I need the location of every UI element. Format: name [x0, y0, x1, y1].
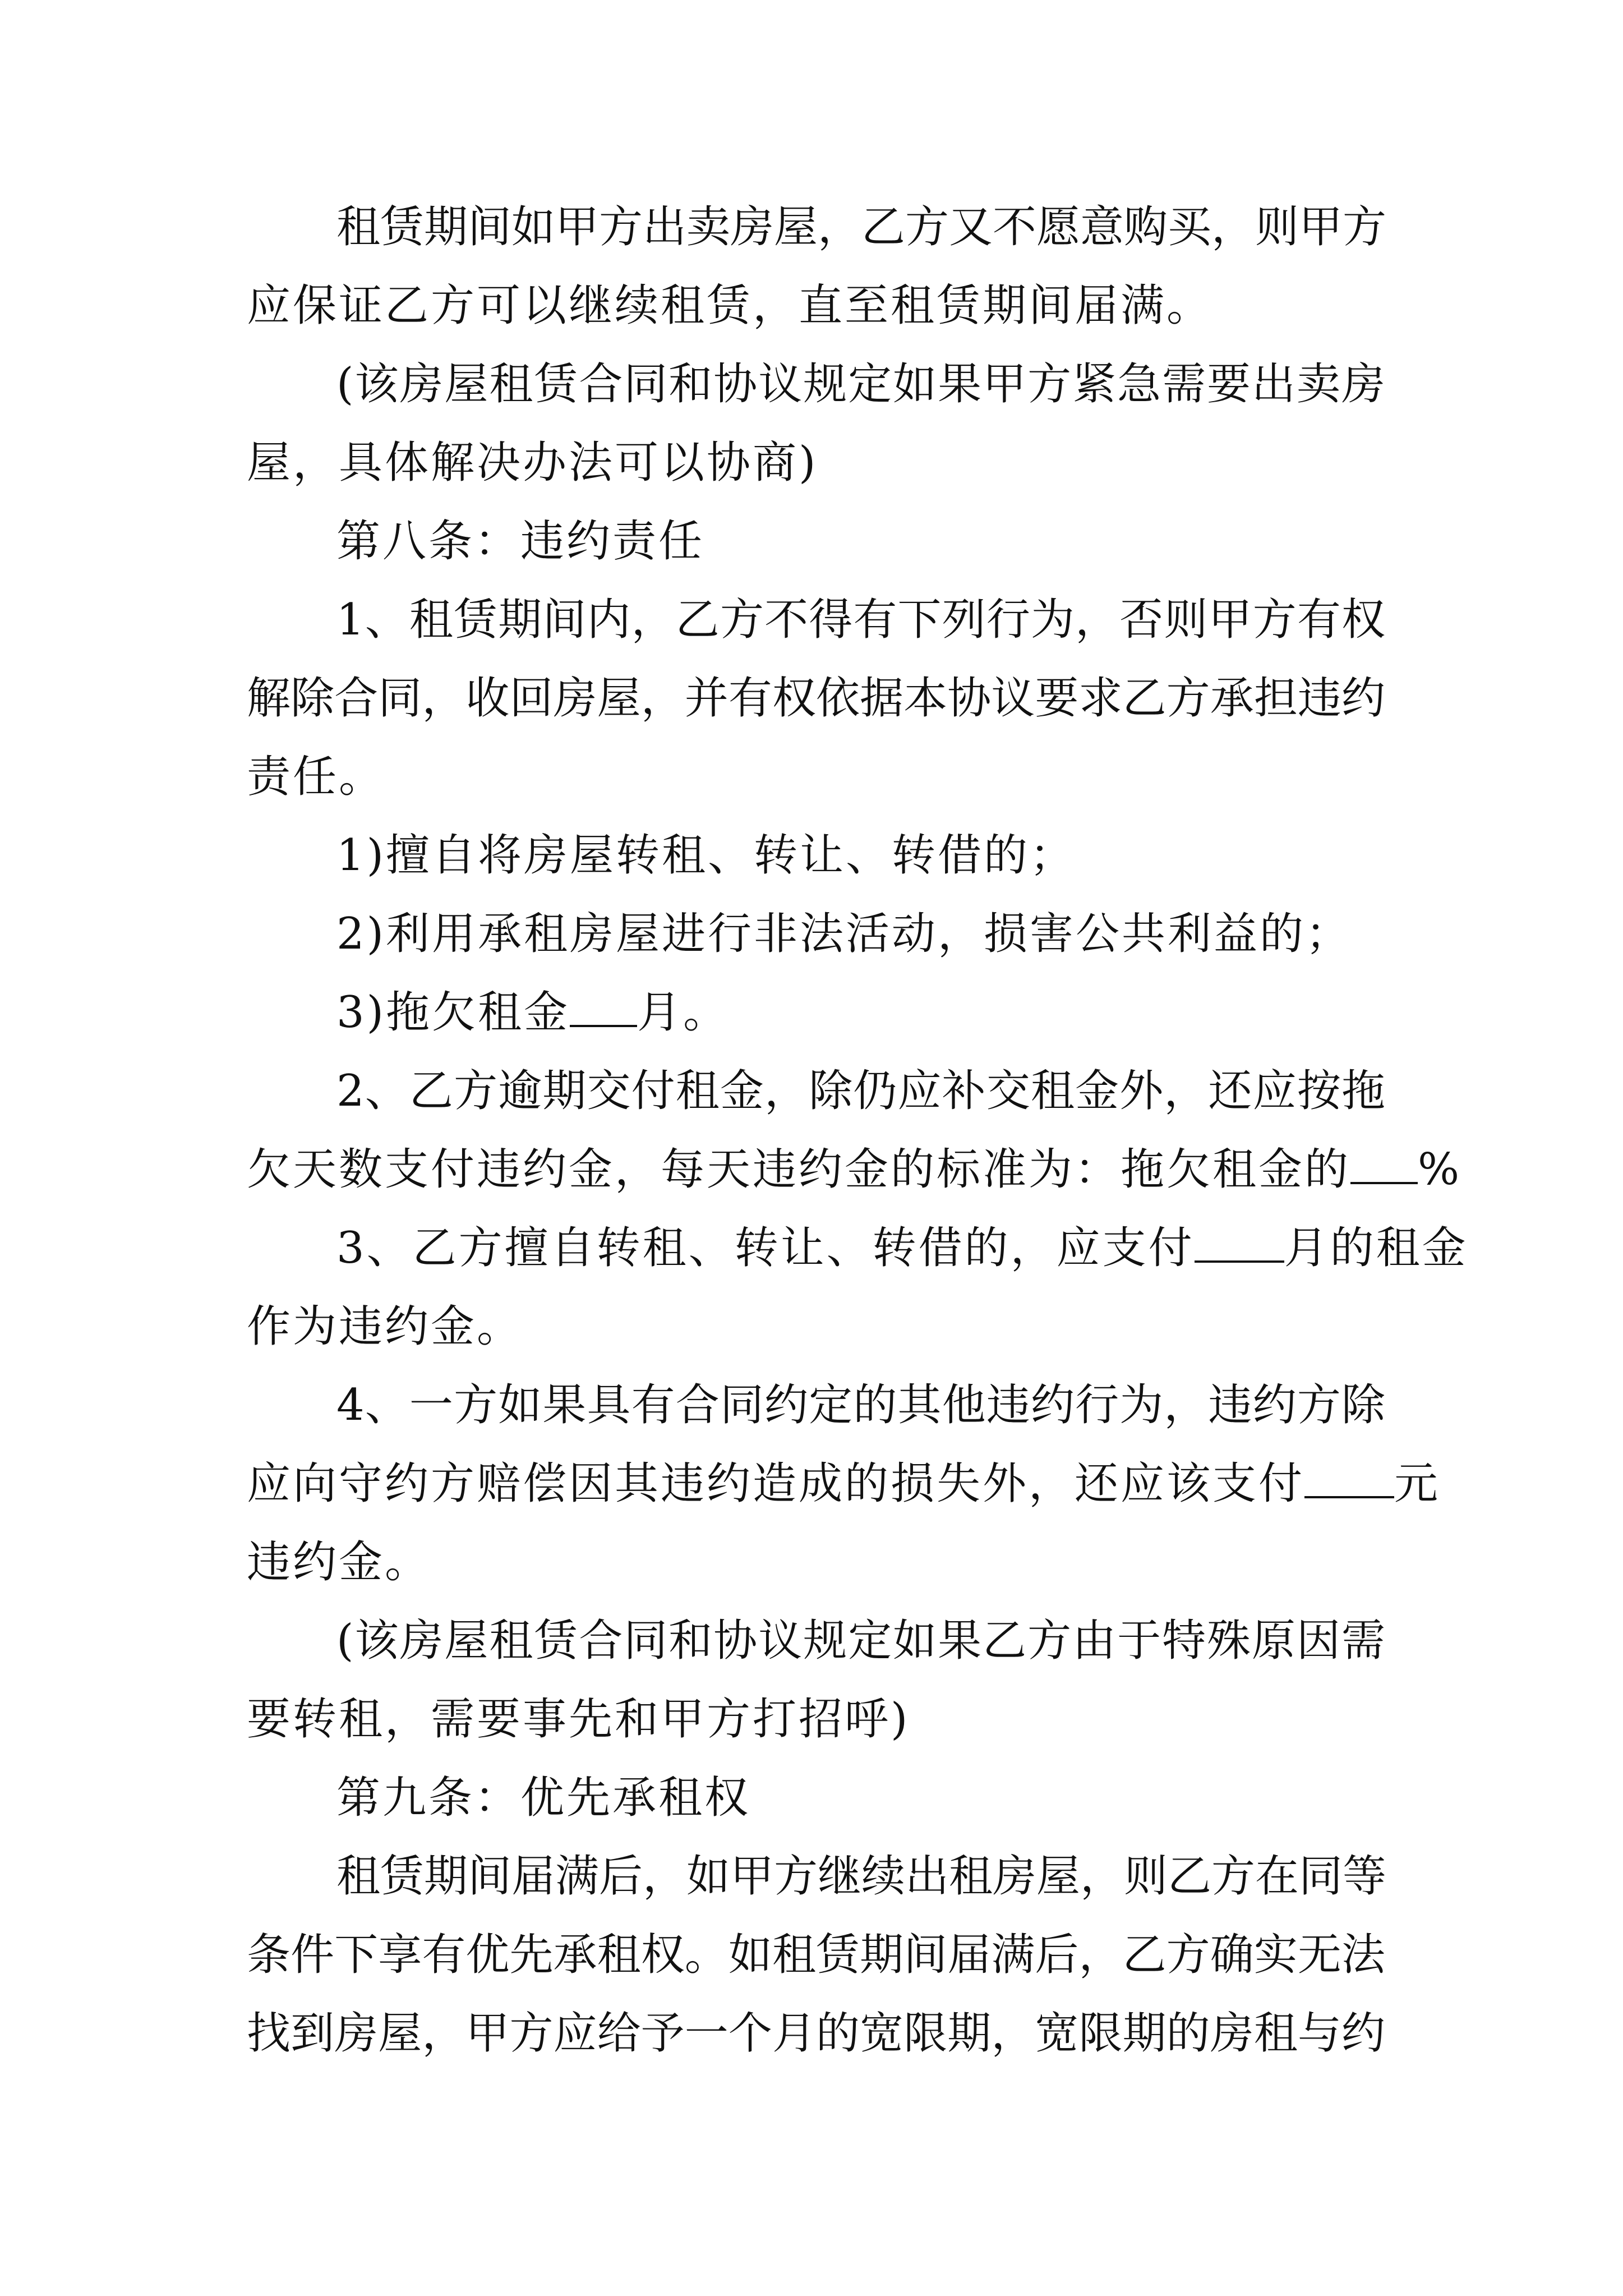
- percent-blank[interactable]: [1350, 1143, 1418, 1184]
- clause-8-2-cont: [247, 1142, 1461, 1198]
- clause-8-1-end: 责任。: [247, 752, 385, 802]
- paragraph-sale-during-lease: 租赁期间如甲方出卖房屋，乙方又不愿意购买，则甲方: [336, 202, 1387, 252]
- clause-8-4-end: 违约金。: [247, 1537, 431, 1588]
- note-urgent-sale-cont: 屋，具体解决办法可以协商): [247, 438, 818, 488]
- months-blank[interactable]: [570, 986, 637, 1027]
- article-9-heading: 第九条：优先承租权: [336, 1773, 751, 1823]
- note-sublet-cont: 要转租，需要事先和甲方打招呼): [247, 1694, 910, 1745]
- clause-8-3-cont: 作为违约金。: [247, 1301, 523, 1352]
- penalty-amount-blank[interactable]: [1304, 1457, 1394, 1498]
- penalty-months-blank[interactable]: [1195, 1221, 1284, 1263]
- clause-8-1-cont: 解除合同，收回房屋，并有权依据本协议要求乙方承担违约: [247, 673, 1385, 724]
- note-sublet: (该房屋租赁合同和协议规定如果乙方由于特殊原因需: [336, 1616, 1385, 1666]
- paragraph-priority-lease: 租赁期间届满后，如甲方继续出租房屋，则乙方在同等: [336, 1851, 1387, 1902]
- paragraph-sale-during-lease-cont: 应保证乙方可以继续租赁，直至租赁期间届满。: [247, 280, 1213, 331]
- clause-8-4-text: 应向守约方赔偿因其违约造成的损失外，还应该支付: [247, 1458, 1305, 1509]
- currency-unit: 元: [1394, 1458, 1441, 1509]
- item-illegal-use: 2)利用承租房屋进行非法活动，损害公共利益的；: [336, 909, 1352, 959]
- percent-sign: %: [1418, 1144, 1462, 1195]
- paragraph-priority-lease-cont2: 找到房屋，甲方应给予一个月的宽限期，宽限期的房租与约: [247, 2008, 1385, 2059]
- clause-8-2: 2、乙方逾期交付租金，除仍应补交租金外，还应按拖: [336, 1066, 1385, 1116]
- clause-8-1: 1、租赁期间内，乙方不得有下列行为，否则甲方有权: [336, 595, 1385, 645]
- clause-8-3-suffix: 月的租金: [1284, 1223, 1468, 1273]
- item-rent-arrears: [336, 984, 729, 1041]
- clause-8-3: [336, 1220, 1468, 1276]
- item-sublet: 1)擅自将房屋转租、转让、转借的；: [336, 830, 1076, 881]
- clause-8-4-cont: [247, 1456, 1440, 1512]
- article-8-heading: 第八条：违约责任: [336, 516, 705, 567]
- clause-8-2-rate-text: 欠天数支付违约金，每天违约金的标准为：拖欠租金的: [247, 1144, 1351, 1195]
- note-urgent-sale: (该房屋租赁合同和协议规定如果甲方紧急需要出卖房: [336, 359, 1385, 409]
- paragraph-priority-lease-cont: 条件下享有优先承租权。如租赁期间届满后，乙方确实无法: [247, 1930, 1385, 1980]
- item-rent-arrears-text: 3)拖欠租金: [336, 987, 570, 1038]
- clause-8-4: 4、一方如果具有合同约定的其他违约行为，违约方除: [336, 1380, 1385, 1430]
- clause-8-3-text: 3、乙方擅自转租、转让、转借的，应支付: [336, 1223, 1195, 1273]
- item-rent-arrears-suffix: 月。: [637, 987, 730, 1038]
